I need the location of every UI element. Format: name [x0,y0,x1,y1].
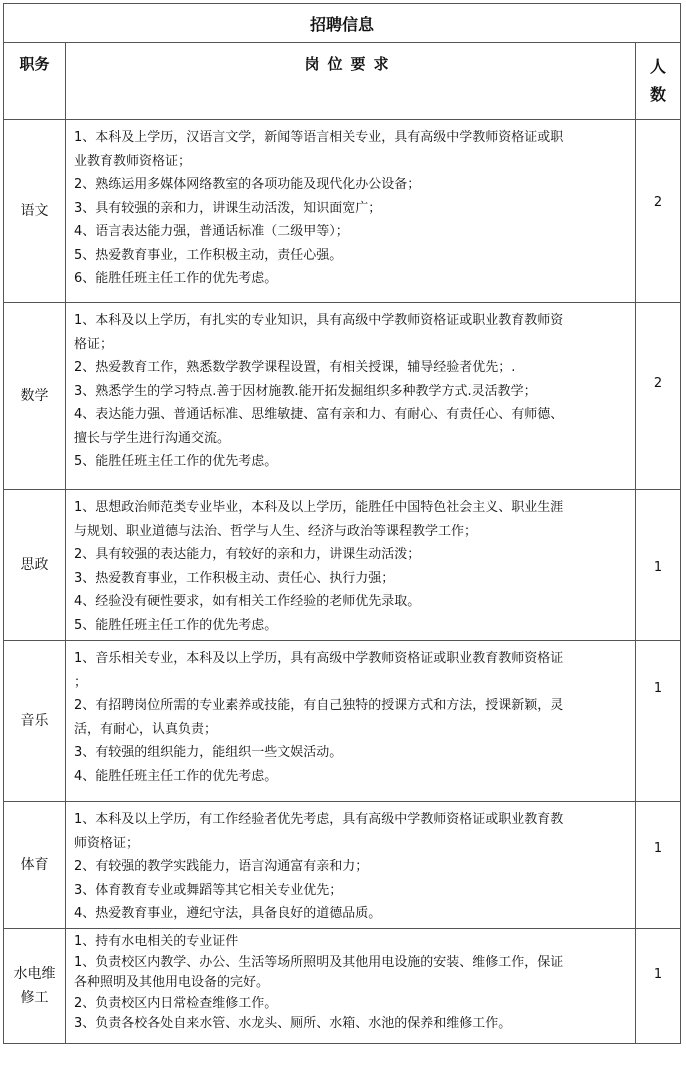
requirement-line: 3、体育教育专业或舞蹈等其它相关专业优先； [74,882,343,898]
requirement-line: ； [74,674,88,690]
count-value: 1 [653,967,663,982]
requirement-line: 师资格证； [74,835,140,851]
role-cell: 数学 [4,303,66,490]
requirement-line: 与规划、职业道德与法治、哲学与人生、经济与政治等课程教学工作； [74,523,478,539]
requirement-line: 5、能胜任班主任工作的优先考虑。 [74,454,278,469]
requirement-line: 2、有招聘岗位所需的专业素养或技能，有自己独特的授课方式和方法，授课新颖，灵 [74,698,564,713]
table-row [4,120,681,303]
table-title: 招聘信息 [4,4,681,43]
requirement-line: 2、热爱教育工作，熟悉数学教学课程设置，有相关授课，辅导经验者优先；. [74,360,516,375]
requirement-line: 业教育教师资格证； [74,153,192,169]
table-row [4,929,681,1044]
requirement-line: 3、负责各校各处自来水管、水龙头、厕所、水箱、水池的保养和维修工作。 [74,1016,512,1031]
role-line: 水电维 [13,966,56,982]
requirements-cell [66,641,636,802]
requirement-line: 1、本科及以上学历，有工作经验者优先考虑，具有高级中学教师资格证或职业教育教 [74,812,564,827]
requirements-cell [66,120,636,303]
count-value: 2 [653,376,663,391]
count-value: 1 [653,841,663,856]
count-cell [636,120,681,303]
count-cell [636,490,681,641]
requirement-line: 1、思想政治师范类专业毕业，本科及以上学历，能胜任中国特色社会主义、职业生涯 [74,500,564,515]
requirement-line: 1、负责校区内教学、办公、生活等场所照明及其他用电设施的安装、维修工作，保证 [74,954,564,970]
role-cell: 体育 [4,802,66,929]
requirement-line: 3、具有较强的亲和力，讲课生动活泼，知识面宽广； [74,200,382,216]
requirement-line: 4、热爱教育事业，遵纪守法，具备良好的道德品质。 [74,906,382,921]
requirement-line: 各种照明及其他用电设备的完好。 [74,975,270,990]
table-row [4,490,681,641]
header-row [4,43,681,120]
requirements-cell [66,303,636,490]
table-row [4,802,681,929]
table-row [4,641,681,802]
requirement-line: 3、有较强的组织能力，能组织一些文娱活动。 [74,745,343,760]
requirement-line: 1、音乐相关专业，本科及以上学历，具有高级中学教师资格证或职业教育教师资格证 [74,651,564,666]
requirement-line: 1、本科及以上学历，有扎实的专业知识，具有高级中学教师资格证或职业教育教师资 [74,313,564,328]
role-cell: 语文 [4,120,66,303]
requirement-line: 3、热爱教育事业，工作积极主动、责任心、执行力强； [74,570,395,586]
requirement-line: 擅长与学生进行沟通交流。 [74,430,231,446]
title-row [4,4,681,43]
count-value: 1 [653,681,663,696]
requirement-line: 格证； [74,336,114,352]
requirements-cell [66,490,636,641]
requirement-line: 5、热爱教育事业，工作积极主动，责任心强。 [74,247,343,263]
requirement-line: 2、有较强的教学实践能力，语言沟通富有亲和力； [74,859,369,874]
requirement-line: 5、能胜任班主任工作的优先考虑。 [74,617,278,633]
role-cell: 思政 [4,490,66,641]
requirement-line: 1、持有水电相关的专业证件 [74,934,239,949]
header-requirements: 岗位要求 [66,43,636,120]
role-line: 修工 [20,990,49,1006]
count-cell [636,802,681,929]
role-cell: 音乐 [4,641,66,802]
requirement-line: 活，有耐心，认真负责； [74,721,218,737]
count-value: 2 [653,195,663,210]
requirement-line: 4、经验没有硬性要求，如有相关工作经验的老师优先录取。 [74,594,421,609]
header-count-line2: 数 [649,85,666,104]
requirement-line: 1、本科及上学历，汉语言文学，新闻等语言相关专业，具有高级中学教师资格证或职 [74,130,564,145]
requirement-line: 4、表达能力强、普通话标准、思维敏捷、富有亲和力、有耐心、有责任心、有师德、 [74,407,564,422]
requirements-cell [66,802,636,929]
count-cell [636,303,681,490]
requirement-line: 3、熟悉学生的学习特点.善于因材施教.能开拓发掘组织多种教学方式.灵活教学； [74,383,537,399]
recruitment-table [3,3,681,1044]
count-cell [636,929,681,1044]
count-value: 1 [653,560,663,575]
requirement-line: 2、具有较强的表达能力，有较好的亲和力，讲课生动活泼； [74,547,421,562]
table-row [4,303,681,490]
role-cell [4,929,66,1044]
requirement-line: 2、熟练运用多媒体网络教室的各项功能及现代化办公设备； [74,177,421,192]
count-cell [636,641,681,802]
requirement-line: 4、能胜任班主任工作的优先考虑。 [74,768,278,784]
header-count [636,43,681,120]
requirement-line: 2、负责校区内日常检查维修工作。 [74,995,278,1011]
header-role: 职务 [4,43,66,120]
requirement-line: 4、语言表达能力强，普通话标准（二级甲等）； [74,224,349,239]
requirements-cell [66,929,636,1044]
header-count-line1: 人 [649,57,666,76]
requirement-line: 6、能胜任班主任工作的优先考虑。 [74,271,278,286]
